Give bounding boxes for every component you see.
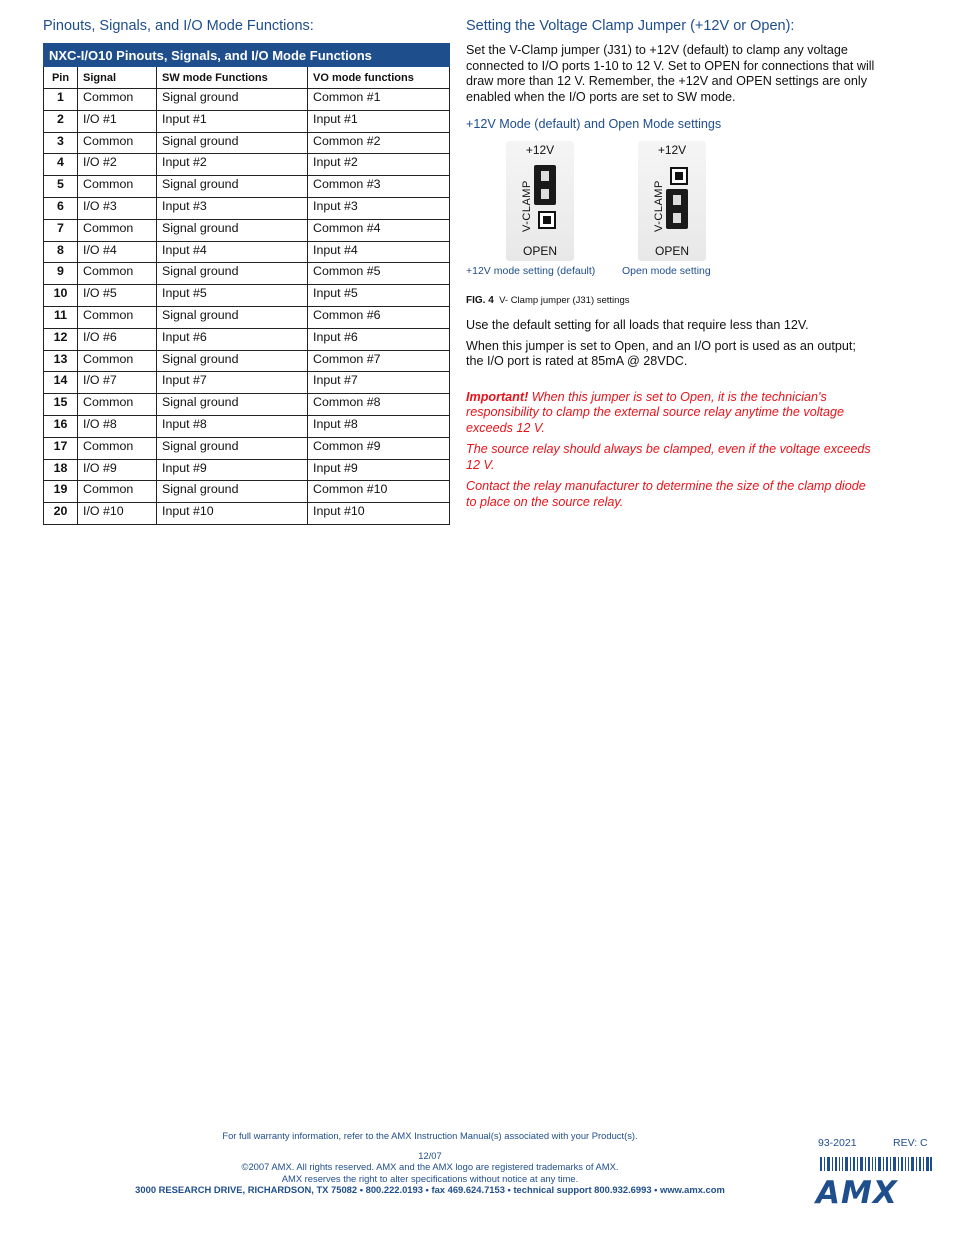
cell-pin: 10 — [44, 285, 78, 307]
vclamp-intro: Set the V-Clamp jumper (J31) to +12V (default) to clamp any voltage connected to I/O ports 1-10 to 12 V. Set to OPEN for connections that will draw more than 12 V. Remember, the +12V and OPEN settings are only enabled when the I/O ports are set to SW mode. — [466, 43, 875, 104]
cell-sw-mode: Input #3 — [157, 197, 308, 219]
mode-subhead: +12V Mode (default) and Open Mode settings — [466, 117, 722, 131]
footer-date: 12/07 — [418, 1150, 442, 1162]
cell-signal: I/O #2 — [78, 154, 157, 176]
cell-sw-mode: Signal ground — [157, 437, 308, 459]
clamp-warning: The source relay should always be clamped, even if the voltage exceeds 12 V. — [466, 442, 871, 472]
open-setting-text: When this jumper is set to Open, and an I/O port is used as an output; the I/O port is rated at 85mA @ 28VDC. — [466, 338, 856, 368]
cell-sw-mode: Signal ground — [157, 176, 308, 198]
cell-signal: I/O #8 — [78, 415, 157, 437]
cell-signal: Common — [78, 263, 157, 285]
page-footer — [100, 1130, 760, 1195]
jumper-side-label: V-CLAMP — [521, 180, 533, 232]
jumper-pin — [668, 167, 686, 189]
cell-pin: 6 — [44, 197, 78, 219]
table-row — [44, 350, 450, 372]
diode-warning: Contact the relay manufacturer to determine the size of the clamp diode to place on the source relay. — [466, 479, 866, 509]
cell-signal: I/O #4 — [78, 241, 157, 263]
jumper-open-image — [638, 141, 706, 261]
table-row — [44, 415, 450, 437]
cell-sw-mode: Signal ground — [157, 306, 308, 328]
jumper-pin — [536, 211, 554, 233]
table-row — [44, 437, 450, 459]
jumper-bottom-label: OPEN — [654, 244, 689, 258]
jumper-figures — [466, 141, 876, 281]
cell-signal: Common — [78, 89, 157, 111]
cell-pin: 2 — [44, 110, 78, 132]
table-row — [44, 132, 450, 154]
table-caption: NXC-I/O10 Pinouts, Signals, and I/O Mode Functions — [44, 44, 450, 67]
cell-pin: 18 — [44, 459, 78, 481]
cell-pin: 3 — [44, 132, 78, 154]
important-text: When this jumper is set to Open, it is the technician's responsibility to clamp the external source relay anytime the voltage exceeds 12 V. — [466, 389, 845, 435]
cell-signal: Common — [78, 306, 157, 328]
cell-pin: 17 — [44, 437, 78, 459]
table-row — [44, 481, 450, 503]
jumper-bottom-label: OPEN — [522, 244, 557, 258]
cell-signal: Common — [78, 350, 157, 372]
cell-vo-mode: Input #10 — [308, 503, 450, 525]
cell-vo-mode: Common #7 — [308, 350, 450, 372]
cell-vo-mode: Input #8 — [308, 415, 450, 437]
cell-sw-mode: Signal ground — [157, 89, 308, 111]
cell-sw-mode: Signal ground — [157, 132, 308, 154]
cell-vo-mode: Common #9 — [308, 437, 450, 459]
cell-vo-mode: Input #4 — [308, 241, 450, 263]
cell-pin: 7 — [44, 219, 78, 241]
cell-signal: I/O #5 — [78, 285, 157, 307]
reserve-text: AMX reserves the right to alter specifications without notice at any time. — [281, 1172, 579, 1184]
vclamp-section — [466, 18, 876, 516]
jumper-top-label: +12V — [657, 143, 687, 157]
cell-sw-mode: Input #10 — [157, 503, 308, 525]
important-label: Important! — [466, 389, 529, 404]
cell-signal: Common — [78, 219, 157, 241]
cell-sw-mode: Input #7 — [157, 372, 308, 394]
cell-vo-mode: Input #6 — [308, 328, 450, 350]
cell-vo-mode: Common #5 — [308, 263, 450, 285]
cell-sw-mode: Input #2 — [157, 154, 308, 176]
table-row — [44, 285, 450, 307]
cell-sw-mode: Input #6 — [157, 328, 308, 350]
jumper-side-label: V-CLAMP — [653, 180, 665, 232]
figure-text: V- Clamp jumper (J31) settings — [499, 295, 630, 306]
cell-vo-mode: Common #3 — [308, 176, 450, 198]
cell-vo-mode: Input #1 — [308, 110, 450, 132]
cell-pin: 15 — [44, 394, 78, 416]
default-setting-text: Use the default setting for all loads that require less than 12V. — [466, 318, 809, 332]
cell-pin: 20 — [44, 503, 78, 525]
cell-sw-mode: Signal ground — [157, 481, 308, 503]
table-row — [44, 263, 450, 285]
cell-signal: I/O #6 — [78, 328, 157, 350]
cell-sw-mode: Signal ground — [157, 263, 308, 285]
revision-label: REV: C — [893, 1137, 928, 1149]
cell-signal: Common — [78, 394, 157, 416]
cell-sw-mode: Signal ground — [157, 350, 308, 372]
figure-open-mode — [622, 141, 772, 277]
vclamp-title: Setting the Voltage Clamp Jumper (+12V or Open): — [466, 18, 795, 34]
cell-vo-mode: Input #5 — [308, 285, 450, 307]
table-row — [44, 197, 450, 219]
cell-signal: Common — [78, 176, 157, 198]
cell-pin: 19 — [44, 481, 78, 503]
figure-caption-12v: +12V mode setting (default) — [466, 265, 596, 277]
cell-sw-mode: Input #1 — [157, 110, 308, 132]
cell-signal: Common — [78, 437, 157, 459]
col-vo-mode: VO mode functions — [308, 67, 450, 89]
jumper-shunt — [666, 189, 688, 229]
cell-vo-mode: Common #8 — [308, 394, 450, 416]
cell-signal: Common — [78, 481, 157, 503]
table-row — [44, 176, 450, 198]
jumper-shunt — [534, 165, 556, 205]
table-row — [44, 328, 450, 350]
cell-signal: I/O #10 — [78, 503, 157, 525]
amx-logo: AMX — [816, 1175, 898, 1211]
cell-vo-mode: Common #6 — [308, 306, 450, 328]
table-row — [44, 154, 450, 176]
cell-pin: 11 — [44, 306, 78, 328]
cell-signal: Common — [78, 132, 157, 154]
copyright-text: ©2007 AMX. All rights reserved. AMX and the AMX logo are registered trademarks of AMX. — [241, 1161, 619, 1173]
jumper-12v-image — [506, 141, 574, 261]
cell-signal: I/O #1 — [78, 110, 157, 132]
figure-caption-open: Open mode setting — [622, 265, 711, 277]
cell-vo-mode: Input #9 — [308, 459, 450, 481]
cell-pin: 8 — [44, 241, 78, 263]
cell-vo-mode: Input #7 — [308, 372, 450, 394]
table-row — [44, 219, 450, 241]
figure-label: FIG. 4 — [466, 295, 494, 306]
cell-sw-mode: Input #8 — [157, 415, 308, 437]
col-sw-mode: SW mode Functions — [157, 67, 308, 89]
cell-pin: 1 — [44, 89, 78, 111]
pinout-title: Pinouts, Signals, and I/O Mode Functions: — [43, 18, 314, 34]
table-row — [44, 110, 450, 132]
important-note — [466, 390, 876, 437]
barcode-icon — [820, 1157, 932, 1171]
cell-vo-mode: Common #10 — [308, 481, 450, 503]
figure-12v-mode — [466, 141, 616, 277]
cell-pin: 14 — [44, 372, 78, 394]
table-row — [44, 241, 450, 263]
table-row — [44, 459, 450, 481]
col-signal: Signal — [78, 67, 157, 89]
jumper-top-label: +12V — [525, 143, 555, 157]
cell-sw-mode: Input #4 — [157, 241, 308, 263]
warranty-text: For full warranty information, refer to the AMX Instruction Manual(s) associated with your Product(s). — [222, 1130, 638, 1141]
cell-signal: I/O #3 — [78, 197, 157, 219]
cell-pin: 13 — [44, 350, 78, 372]
table-row — [44, 306, 450, 328]
cell-vo-mode: Common #4 — [308, 219, 450, 241]
cell-vo-mode: Input #3 — [308, 197, 450, 219]
cell-signal: I/O #9 — [78, 459, 157, 481]
cell-sw-mode: Input #9 — [157, 459, 308, 481]
cell-pin: 9 — [44, 263, 78, 285]
col-pin: Pin — [44, 67, 78, 89]
table-row — [44, 503, 450, 525]
cell-sw-mode: Signal ground — [157, 219, 308, 241]
address-text: 3000 RESEARCH DRIVE, RICHARDSON, TX 75082 • 800.222.0193 • fax 469.624.7153 • technical support 800.932.6993 • www.amx.com — [135, 1183, 725, 1195]
cell-pin: 16 — [44, 415, 78, 437]
cell-vo-mode: Common #1 — [308, 89, 450, 111]
table-row — [44, 394, 450, 416]
cell-vo-mode: Common #2 — [308, 132, 450, 154]
cell-sw-mode: Signal ground — [157, 394, 308, 416]
cell-signal: I/O #7 — [78, 372, 157, 394]
table-body — [44, 89, 450, 525]
cell-sw-mode: Input #5 — [157, 285, 308, 307]
table-row — [44, 372, 450, 394]
cell-vo-mode: Input #2 — [308, 154, 450, 176]
table-row — [44, 89, 450, 111]
cell-pin: 4 — [44, 154, 78, 176]
cell-pin: 12 — [44, 328, 78, 350]
pinout-section — [43, 18, 451, 525]
document-number: 93-2021 — [818, 1137, 857, 1149]
pinout-table — [43, 43, 450, 525]
cell-pin: 5 — [44, 176, 78, 198]
figure-note — [466, 295, 876, 306]
